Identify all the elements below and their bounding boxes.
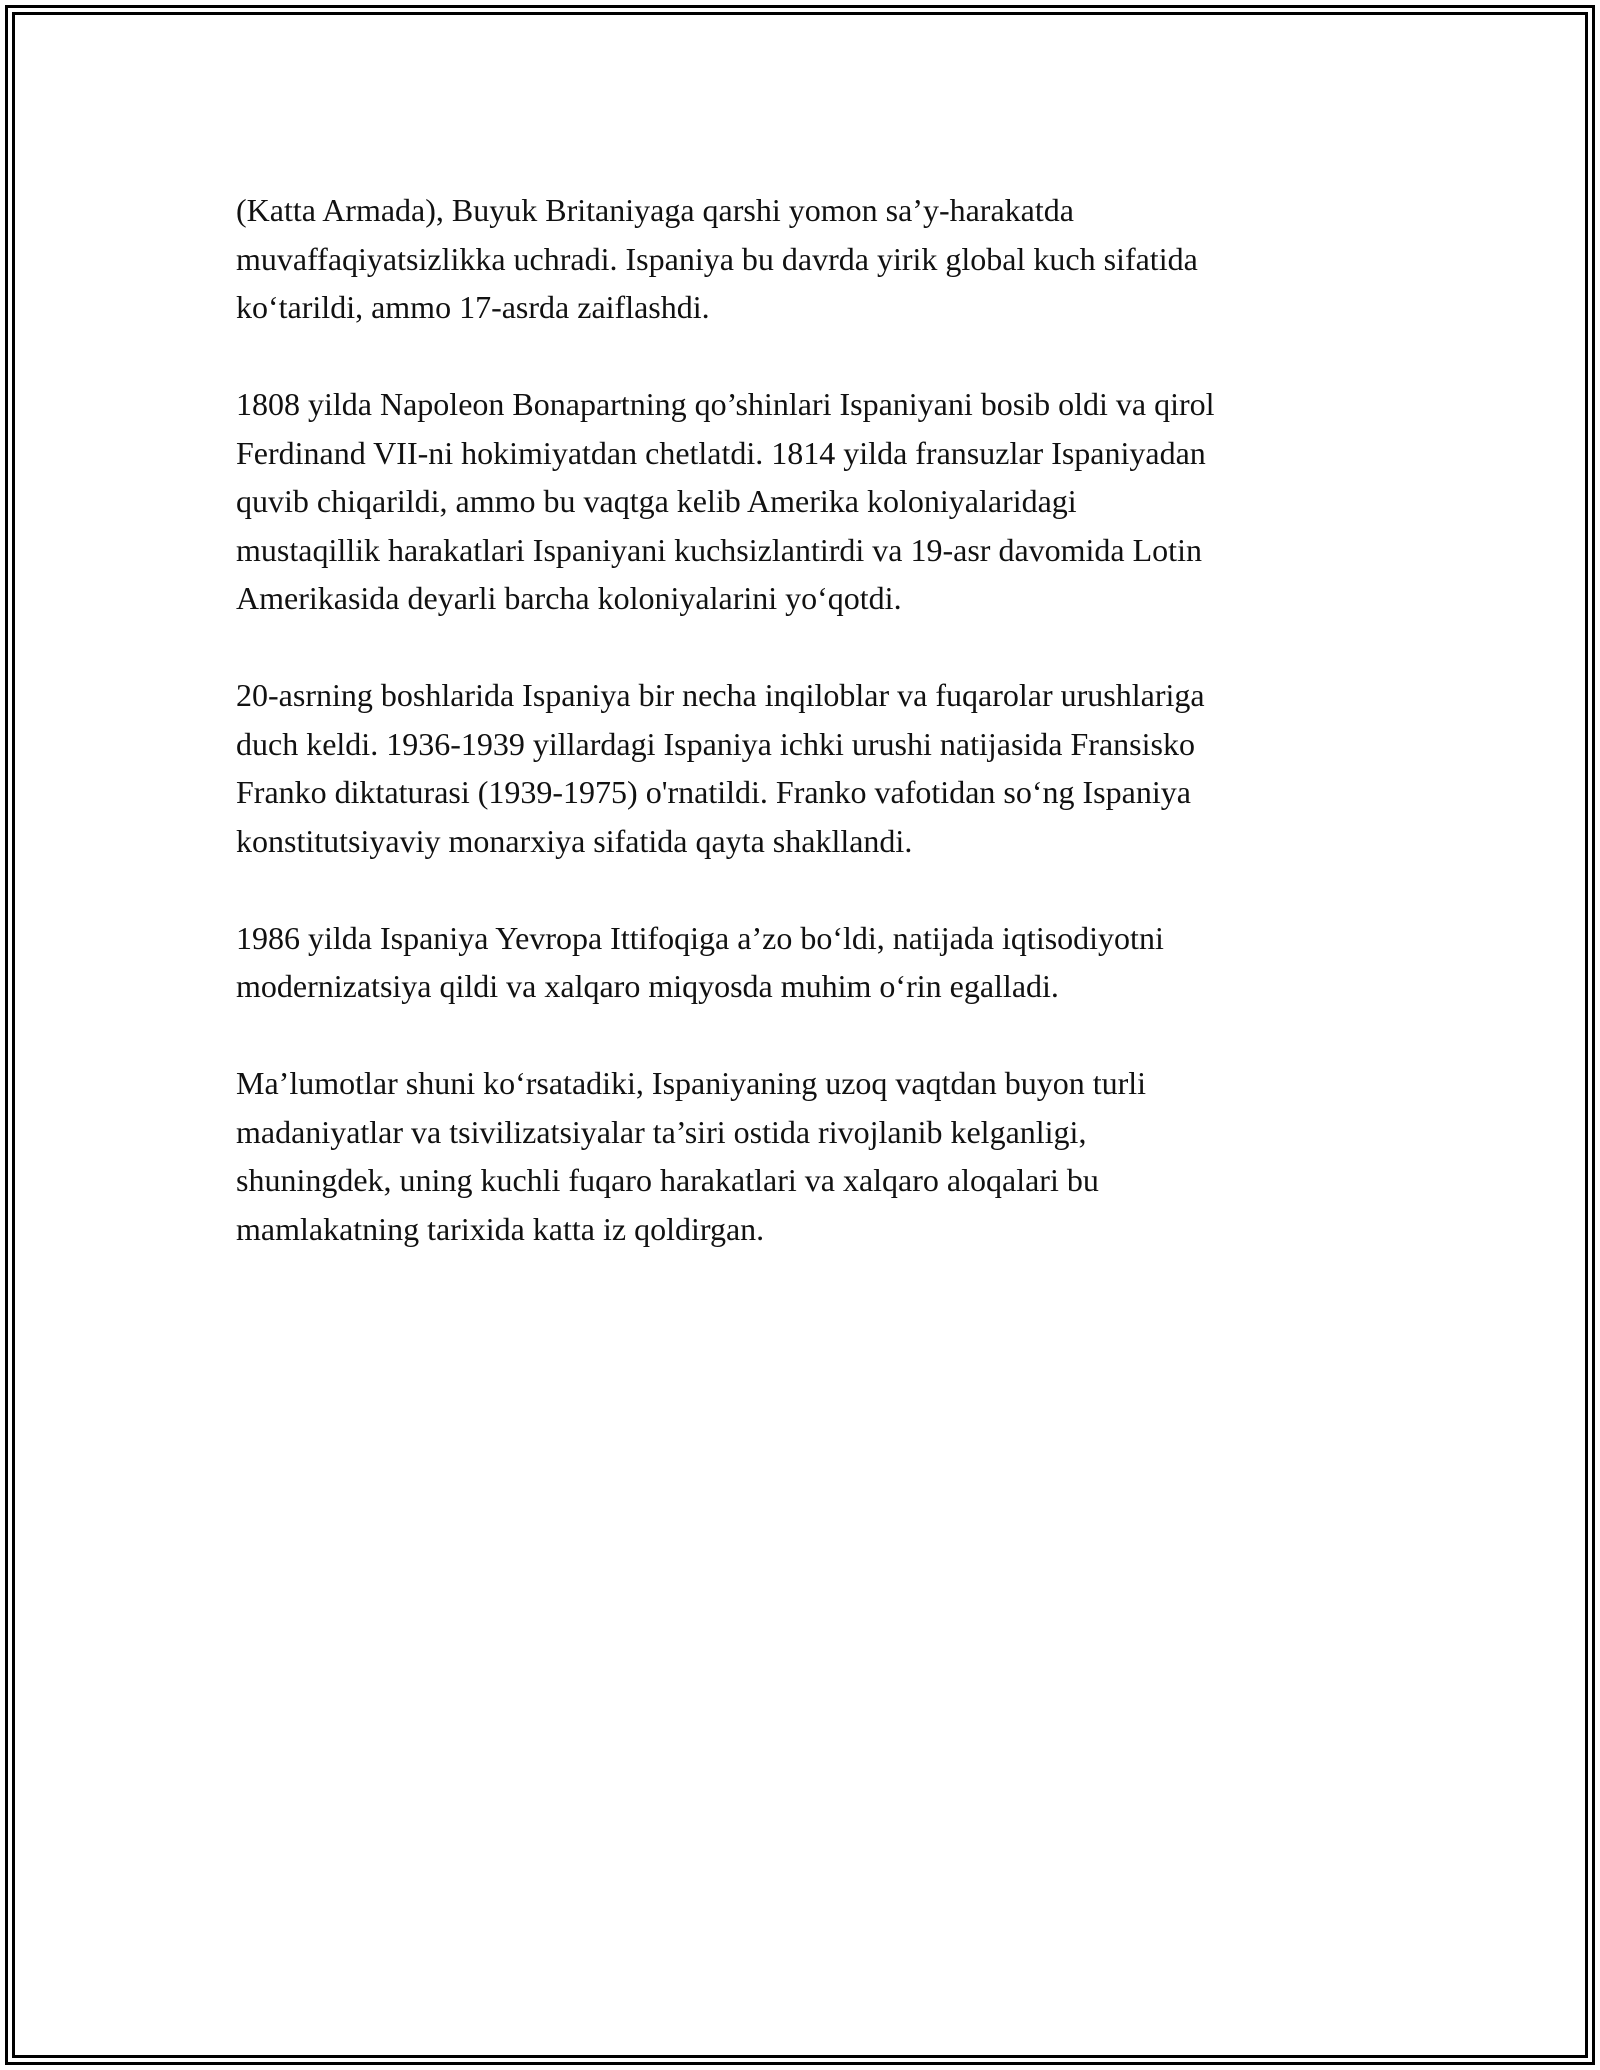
text-line: ko‘tarildi, ammo 17-asrda zaiflashdi.: [236, 289, 710, 325]
paragraph-20th-century: [236, 671, 1376, 865]
text-line: mustaqillik harakatlari Ispaniyani kuchsizlantirdi va 19-asr davomida Lotin: [236, 531, 1202, 568]
text-line: Amerikasida deyarli barcha koloniyalarini yo‘qotdi.: [236, 580, 902, 616]
text-line: 20-asrning boshlarida Ispaniya bir necha inqiloblar va fuqarolar urushlariga: [236, 677, 1205, 713]
text-line: madaniyatlar va tsivilizatsiyalar ta’siri ostida rivojlanib kelganligi,: [236, 1113, 1087, 1150]
text-line: konstitutsiyaviy monarxiya sifatida qayta shakllandi.: [236, 822, 913, 859]
paragraph-armada: [236, 186, 1376, 332]
document-body: [236, 186, 1376, 1302]
text-line: mamlakatning tarixida katta iz qoldirgan.: [236, 1210, 765, 1247]
paragraph-napoleon: [236, 380, 1376, 623]
text-line: shuningdek, uning kuchli fuqaro harakatlari va xalqaro aloqalari bu: [236, 1162, 1099, 1198]
text-line: duch keldi. 1936-1939 yillardagi Ispaniya ichki urushi natijasida Fransisko: [236, 725, 1195, 762]
paragraph-european-union: [236, 914, 1376, 1011]
text-line: (Katta Armada), Buyuk Britaniyaga qarshi yomon sa’y-harakatda: [236, 192, 1074, 228]
paragraph-conclusion: [236, 1059, 1376, 1253]
text-line: modernizatsiya qildi va xalqaro miqyosda muhim o‘rin egalladi.: [236, 968, 1059, 1004]
text-line: Ma’lumotlar shuni ko‘rsatadiki, Ispaniyaning uzoq vaqtdan buyon turli: [236, 1065, 1147, 1101]
text-line: muvaffaqiyatsizlikka uchradi. Ispaniya bu davrda yirik global kuch sifatida: [236, 240, 1198, 277]
text-line: Ferdinand VII-ni hokimiyatdan chetlatdi. 1814 yilda fransuzlar Ispaniyadan: [236, 434, 1206, 471]
text-line: 1808 yilda Napoleon Bonapartning qo’shinlari Ispaniyani bosib oldi va qirol: [236, 386, 1215, 422]
text-line: Franko diktaturasi (1939-1975) o'rnatildi. Franko vafotidan so‘ng Ispaniya: [236, 774, 1191, 810]
text-line: quvib chiqarildi, ammo bu vaqtga kelib Amerika koloniyalaridagi: [236, 483, 1077, 519]
text-line: 1986 yilda Ispaniya Yevropa Ittifoqiga a’zo bo‘ldi, natijada iqtisodiyotni: [236, 919, 1164, 956]
